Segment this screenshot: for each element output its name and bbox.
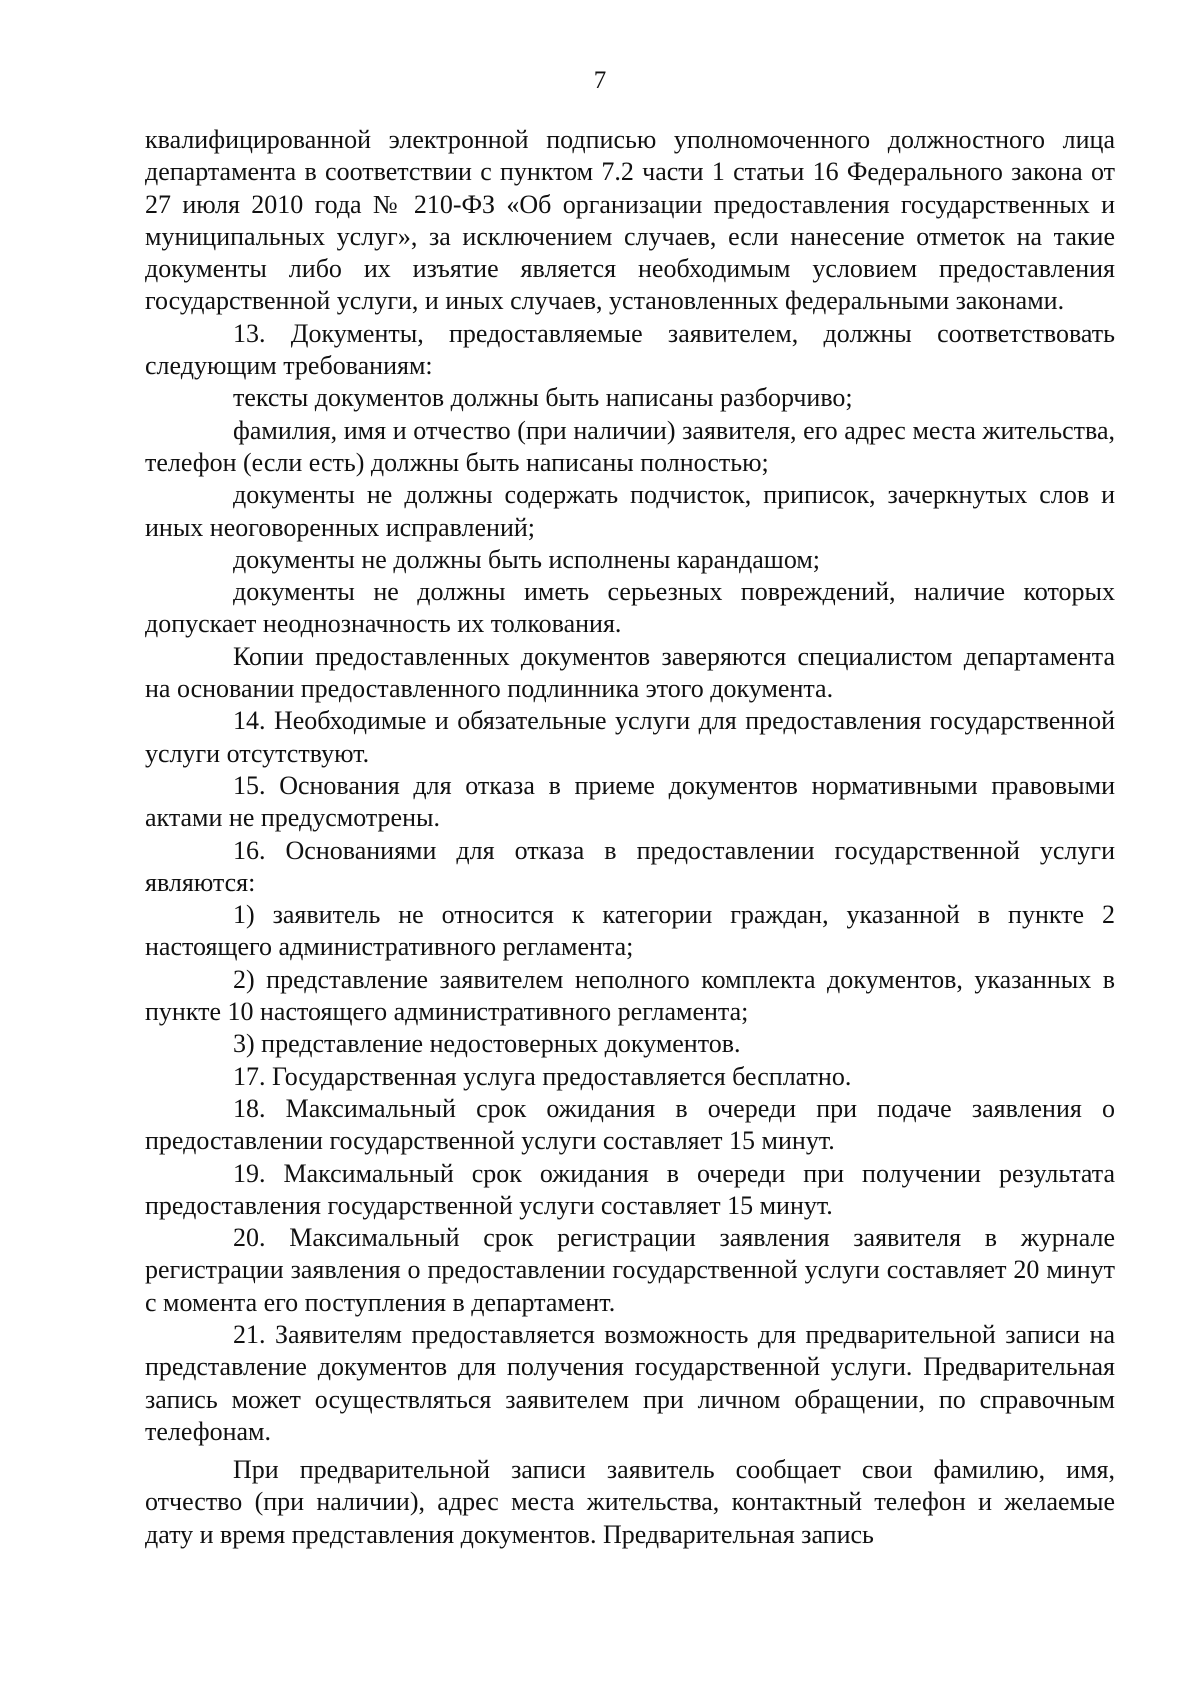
paragraph-item-18: 18. Максимальный срок ожидания в очереди при подаче заявления о предоставлении государственной услуги составляет 15 минут. xyxy=(145,1093,1115,1156)
paragraph-item-19: 19. Максимальный срок ожидания в очереди при получении результата предоставления государственной услуги составляет 15 минут. xyxy=(145,1158,1115,1220)
page-number: 7 xyxy=(593,67,607,94)
paragraph-item-14: 14. Необходимые и обязательные услуги для предоставления государственной услуги отсутствуют. xyxy=(145,706,1115,768)
document-body xyxy=(145,124,1115,1551)
paragraph-refusal-reason-2: 2) представление заявителем неполного комплекта документов, указанных в пункте 10 настоящего административного регламента; xyxy=(145,964,1115,1027)
paragraph-refusal-reason-1: 1) заявитель не относится к категории граждан, указанной в пункте 2 настоящего административного регламента; xyxy=(145,900,1115,962)
paragraph-item-13: 13. Документы, предоставляемые заявителем, должны соответствовать следующим требованиям: xyxy=(145,318,1115,381)
paragraph-requirement-legible: тексты документов должны быть написаны разборчиво; xyxy=(233,383,853,413)
paragraph-item-15: 15. Основания для отказа в приеме документов нормативными правовыми актами не предусмотрены. xyxy=(145,770,1115,833)
paragraph-refusal-reason-3: 3) представление недостоверных документов. xyxy=(233,1029,741,1059)
paragraph-item-16: 16. Основаниями для отказа в предоставлении государственной услуги являются: xyxy=(145,835,1115,897)
paragraph-item-20: 20. Максимальный срок регистрации заявления заявителя в журнале регистрации заявления о предоставлении государственной услуги составляет 20 минут с момента его поступления в департамент. xyxy=(145,1223,1115,1317)
paragraph-requirement-no-damage: документы не должны иметь серьезных повреждений, наличие которых допускает неоднозначность их толкования. xyxy=(145,577,1115,639)
paragraph-copies-certified: Копии предоставленных документов заверяются специалистом департамента на основании предоставленного подлинника этого документа. xyxy=(145,641,1115,704)
paragraph-item-21: 21. Заявителям предоставляется возможность для предварительной записи на представление документов для получения государственной услуги. Предварительная запись может осуществляться заявителем при личном обращении, по справочным телефонам. xyxy=(145,1319,1115,1446)
paragraph-requirement-no-corrections: документы не должны содержать подчисток, приписок, зачеркнутых слов и иных неоговоренных исправлений; xyxy=(145,480,1115,542)
paragraph-continuation: квалифицированной электронной подписью уполномоченного должностного лица департамента в соответствии с пунктом 7.2 части 1 статьи 16 Федерального закона от 27 июля 2010 года № 210-ФЗ «Об организации предоставления государственных и муниципальных услуг», за исключением случаев, если нанесение отметок на такие документы либо их изъятие является необходимым условием предоставления государственной услуги, и иных случаев, установленных федеральными законами. xyxy=(145,125,1115,316)
paragraph-requirement-no-pencil: документы не должны быть исполнены карандашом; xyxy=(233,544,821,574)
paragraph-preliminary-record: При предварительной записи заявитель сообщает свои фамилию, имя, отчество (при наличии), адрес места жительства, контактный телефон и желаемые дату и время представления документов. Предварительная запись xyxy=(145,1455,1115,1549)
paragraph-requirement-full-name: фамилия, имя и отчество (при наличии) заявителя, его адрес места жительства, телефон (если есть) должны быть написаны полностью; xyxy=(145,415,1115,477)
paragraph-item-17: 17. Государственная услуга предоставляется бесплатно. xyxy=(233,1061,852,1091)
